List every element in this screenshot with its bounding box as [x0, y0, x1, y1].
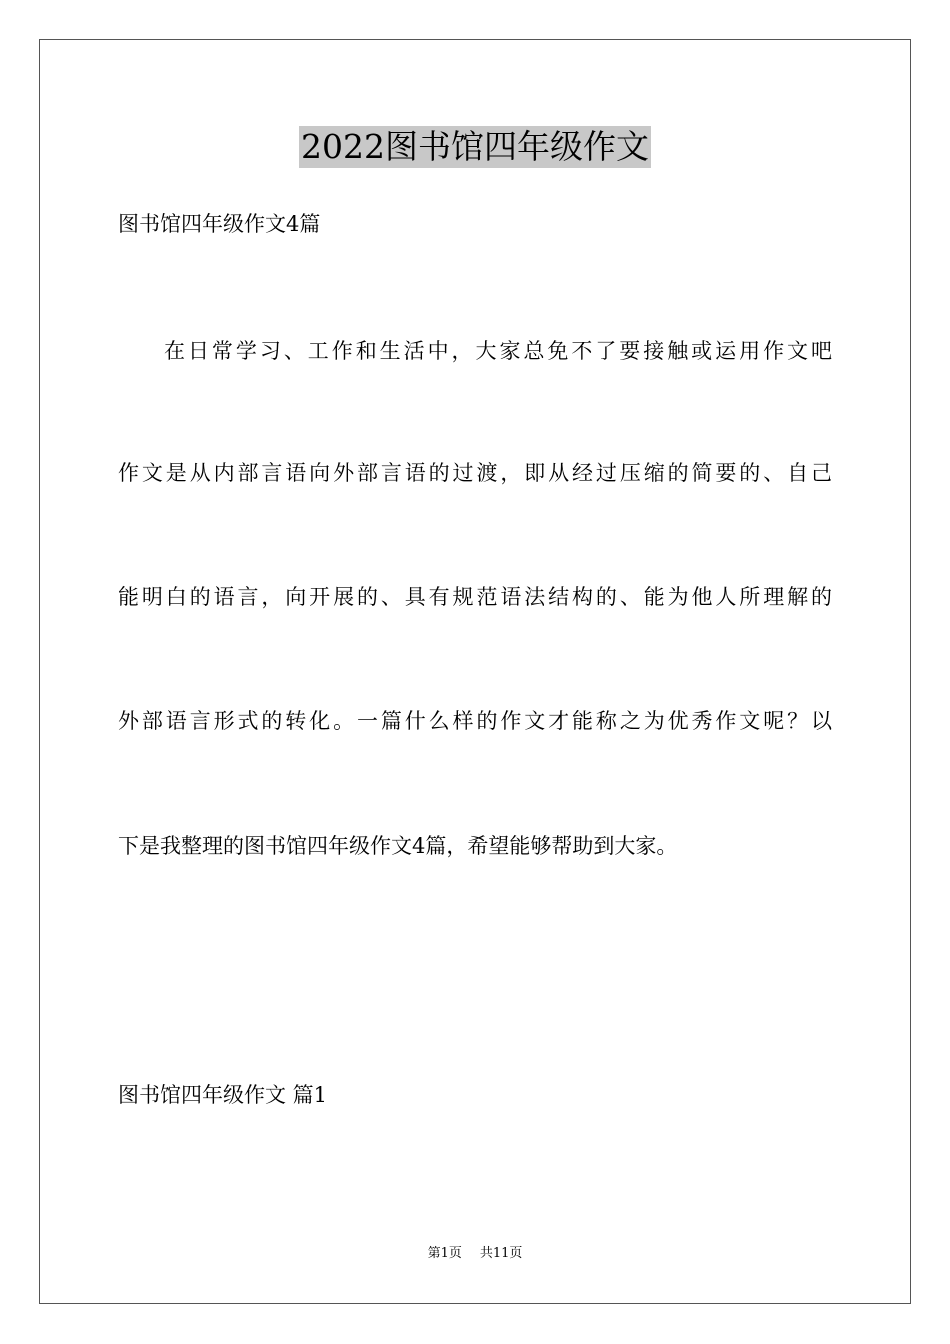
document-title: 2022图书馆四年级作文 — [301, 127, 649, 166]
paragraph-line-4: 外部语言形式的转化。一篇什么样的作文才能称之为优秀作文呢？以 — [118, 709, 832, 733]
document-subtitle: 图书馆四年级作文4篇 — [118, 212, 321, 236]
paragraph-line-1: 在日常学习、工作和生活中，大家总免不了要接触或运用作文吧 — [164, 339, 832, 363]
paragraph-line-2: 作文是从内部言语向外部言语的过渡，即从经过压缩的简要的、自己 — [118, 461, 832, 485]
paragraph-line-3: 能明白的语言，向开展的、具有规范语法结构的、能为他人所理解的 — [118, 585, 832, 609]
title-container — [0, 126, 950, 168]
total-pages: 共11页 — [479, 1246, 523, 1261]
paragraph-line-5: 下是我整理的图书馆四年级作文4篇，希望能够帮助到大家。 — [118, 834, 678, 858]
section-heading: 图书馆四年级作文 篇1 — [118, 1083, 328, 1107]
page-number: 第1页 — [427, 1246, 462, 1261]
page-footer — [0, 1245, 950, 1263]
